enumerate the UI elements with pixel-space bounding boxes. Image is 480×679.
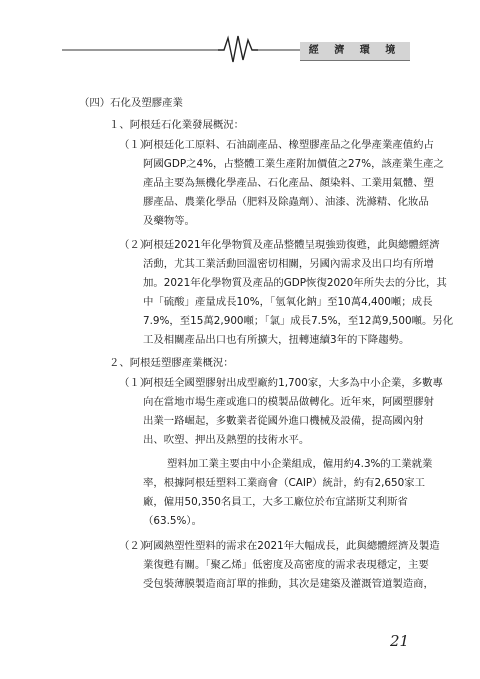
paragraph-line: 阿根廷化工原料、石油副產品、橡塑膠產品之化學產業產值約占 — [143, 139, 434, 151]
item-number: （２） — [119, 540, 151, 552]
item-number: （２） — [119, 239, 151, 251]
paragraph-line: 阿根廷全國塑膠射出成型廠約1,700家，大多為中小企業，多數專 — [143, 377, 443, 389]
paragraph-line: 受包裝薄膜製造商訂單的推動，其次是建築及灌溉管道製造商， — [143, 578, 434, 590]
paragraph-line: （63.5%）。 — [143, 515, 202, 527]
paragraph-line: 產品主要為無機化學產品、石化產品、顏染料、工業用氣體、塑 — [143, 177, 434, 189]
section-heading: （四）石化及塑膠產業 — [79, 97, 183, 109]
paragraph-line: 向在當地市場生產或進口的模製品做轉化。近年來，阿國塑膠射 — [143, 396, 434, 408]
paragraph-line: 加。2021年化學物質及產品的GDP恢復2020年所失去的分比，其 — [143, 277, 447, 289]
paragraph-line: 膠產品、農業化學品（肥料及除蟲劑）、油漆、洗滌精、化妝品 — [143, 196, 429, 208]
page-number: 21 — [390, 632, 410, 650]
paragraph-line: 中「硫酸」產量成長10%，「氫氧化鈉」至10萬4,400噸；成長 — [143, 296, 433, 308]
paragraph-line: 業復甦有關。「聚乙烯」低密度及高密度的需求表現穩定，主要 — [143, 559, 429, 571]
paragraph-line: 出、吹塑、押出及熱塑的技術水平。 — [143, 434, 310, 446]
item-number: （１） — [119, 139, 151, 151]
header-title: 經 濟 環 境 — [300, 42, 410, 60]
paragraph-line: 率，根據阿根廷塑料工業商會（CAIP）統計，約有2,650家工 — [143, 477, 426, 489]
paragraph-line: 塑料加工業主要由中小企業組成，僱用約4.3%的工業就業 — [167, 458, 433, 470]
page-header — [0, 0, 480, 68]
paragraph-line: 活動，尤其工業活動回溫密切相關，另國內需求及出口均有所增 — [143, 258, 434, 270]
paragraph-line: 阿根廷2021年化學物質及產品整體呈現強勁復甦，此與總體經濟 — [143, 239, 440, 251]
header-zigzag-icon — [218, 36, 258, 62]
paragraph-line: 工及相關產品出口也有所擴大，扭轉連續3年的下降趨勢。 — [143, 334, 410, 346]
paragraph-line: 阿國GDP之4%，占整體工業生產附加價值之27%，該產業生產之 — [143, 158, 444, 170]
paragraph-line: 廠，僱用50,350名員工，大多工廠位於布宜諾斯艾利斯省 — [143, 496, 408, 508]
subsection-heading-1: １、阿根廷石化業發展概況： — [109, 119, 245, 131]
paragraph-line: 阿國熱塑性塑料的需求在2021年大幅成長，此與總體經濟及製造 — [143, 540, 440, 552]
item-number: （１） — [119, 377, 151, 389]
paragraph-line: 及藥物等。 — [143, 215, 195, 227]
subsection-heading-2: ２、阿根廷塑膠產業概況： — [109, 357, 234, 369]
paragraph-line: 7.9%，至15萬2,900噸；「氯」成長7.5%，至12萬9,500噸。另化 — [143, 315, 454, 327]
paragraph-line: 出業一路崛起，多數業者從國外進口機械及設備，提高國內射 — [143, 415, 424, 427]
